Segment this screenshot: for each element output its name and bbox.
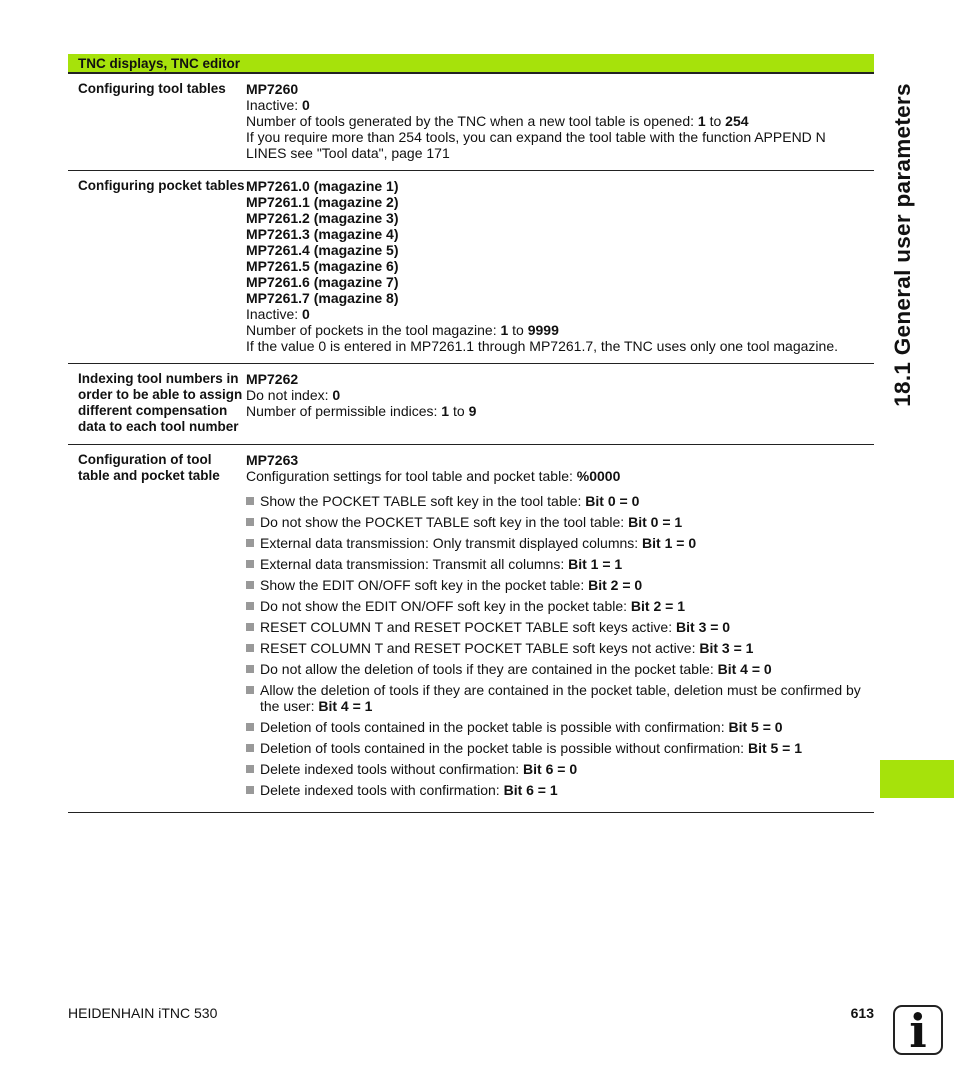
mp-number: MP7260 <box>246 81 299 97</box>
chapter-title-text: 18.1 General user parameters <box>890 83 915 407</box>
list-item: RESET COLUMN T and RESET POCKET TABLE soft keys not active: Bit 3 = 1 <box>246 640 868 656</box>
table-row <box>68 74 874 171</box>
mp-number: MP7261.4 (magazine 5) <box>246 242 399 258</box>
mp-number: MP7263 <box>246 452 299 468</box>
table-header <box>68 54 874 74</box>
list-item: Do not show the POCKET TABLE soft key in the tool table: Bit 0 = 1 <box>246 514 868 530</box>
list-item: Do not show the EDIT ON/OFF soft key in the pocket table: Bit 2 = 1 <box>246 598 868 614</box>
bullet-square-icon <box>246 786 254 794</box>
bullet-square-icon <box>246 518 254 526</box>
mp-number: MP7261.6 (magazine 7) <box>246 274 399 290</box>
mp-number: MP7262 <box>246 371 299 387</box>
range-line: Number of permissible indices: 1 to 9 <box>246 403 477 419</box>
bullet-square-icon <box>246 765 254 773</box>
list-item: Delete indexed tools with confirmation: Bit 6 = 1 <box>246 782 868 798</box>
row-label: Configuring pocket tables <box>78 178 245 193</box>
bullet-square-icon <box>246 539 254 547</box>
range-line: Number of pockets in the tool magazine: 1 to 9999 <box>246 322 559 338</box>
settings-line: Configuration settings for tool table and pocket table: %0000 <box>246 468 621 484</box>
row-label: Configuration of tool table and pocket table <box>78 452 220 483</box>
row-body <box>246 178 874 354</box>
mp-number: MP7261.7 (magazine 8) <box>246 290 399 306</box>
list-item: Deletion of tools contained in the pocket table is possible without confirmation: Bit 5 = 1 <box>246 740 868 756</box>
info-icon <box>893 1004 943 1058</box>
range-line: Number of tools generated by the TNC when a new tool table is opened: 1 to 254 <box>246 113 749 129</box>
info-glyph: i <box>909 1004 927 1058</box>
note-text: If you require more than 254 tools, you can expand the tool table with the function APPEND N LINES see "Tool data", page 171 <box>246 129 826 161</box>
row-body <box>246 452 874 803</box>
list-item: Show the EDIT ON/OFF soft key in the pocket table: Bit 2 = 0 <box>246 577 868 593</box>
footer-product: HEIDENHAIN iTNC 530 <box>68 1005 218 1021</box>
mp-number: MP7261.5 (magazine 6) <box>246 258 399 274</box>
page-number: 613 <box>850 1005 874 1021</box>
table-header-title: TNC displays, TNC editor <box>78 56 241 71</box>
table-row <box>68 171 874 364</box>
bullet-square-icon <box>246 497 254 505</box>
chapter-tab-marker <box>880 760 954 798</box>
bullet-square-icon <box>246 602 254 610</box>
note-text: If the value 0 is entered in MP7261.1 through MP7261.7, the TNC uses only one tool magazine. <box>246 338 838 354</box>
bit-list <box>246 493 868 798</box>
table-row <box>68 364 874 445</box>
row-label: Indexing tool numbers in order to be able to assign different compensation data to each tool number <box>78 371 243 434</box>
row-body <box>246 371 874 435</box>
row-body <box>246 81 874 161</box>
list-item: Do not allow the deletion of tools if they are contained in the pocket table: Bit 4 = 0 <box>246 661 868 677</box>
bullet-square-icon <box>246 665 254 673</box>
list-item: RESET COLUMN T and RESET POCKET TABLE soft keys active: Bit 3 = 0 <box>246 619 868 635</box>
inactive-line: Inactive: 0 <box>246 97 310 113</box>
bullet-square-icon <box>246 723 254 731</box>
mp-number: MP7261.3 (magazine 4) <box>246 226 399 242</box>
list-item: External data transmission: Only transmit displayed columns: Bit 1 = 0 <box>246 535 868 551</box>
chapter-side-title <box>878 80 928 410</box>
bullet-square-icon <box>246 744 254 752</box>
bullet-square-icon <box>246 581 254 589</box>
inactive-line: Inactive: 0 <box>246 306 310 322</box>
parameter-table <box>68 54 874 813</box>
table-row <box>68 445 874 813</box>
bullet-square-icon <box>246 686 254 694</box>
mp-number: MP7261.1 (magazine 2) <box>246 194 399 210</box>
list-item: Show the POCKET TABLE soft key in the tool table: Bit 0 = 0 <box>246 493 868 509</box>
list-item: Delete indexed tools without confirmation: Bit 6 = 0 <box>246 761 868 777</box>
list-item: External data transmission: Transmit all columns: Bit 1 = 1 <box>246 556 868 572</box>
inactive-line: Do not index: 0 <box>246 387 341 403</box>
list-item: Allow the deletion of tools if they are contained in the pocket table, deletion must be confirmed by the user: Bit 4 = 1 <box>246 682 868 714</box>
mp-number: MP7261.0 (magazine 1) <box>246 178 399 194</box>
bullet-square-icon <box>246 560 254 568</box>
mp-number: MP7261.2 (magazine 3) <box>246 210 399 226</box>
bullet-square-icon <box>246 644 254 652</box>
bullet-square-icon <box>246 623 254 631</box>
row-label: Configuring tool tables <box>78 81 226 96</box>
list-item: Deletion of tools contained in the pocket table is possible with confirmation: Bit 5 = 0 <box>246 719 868 735</box>
